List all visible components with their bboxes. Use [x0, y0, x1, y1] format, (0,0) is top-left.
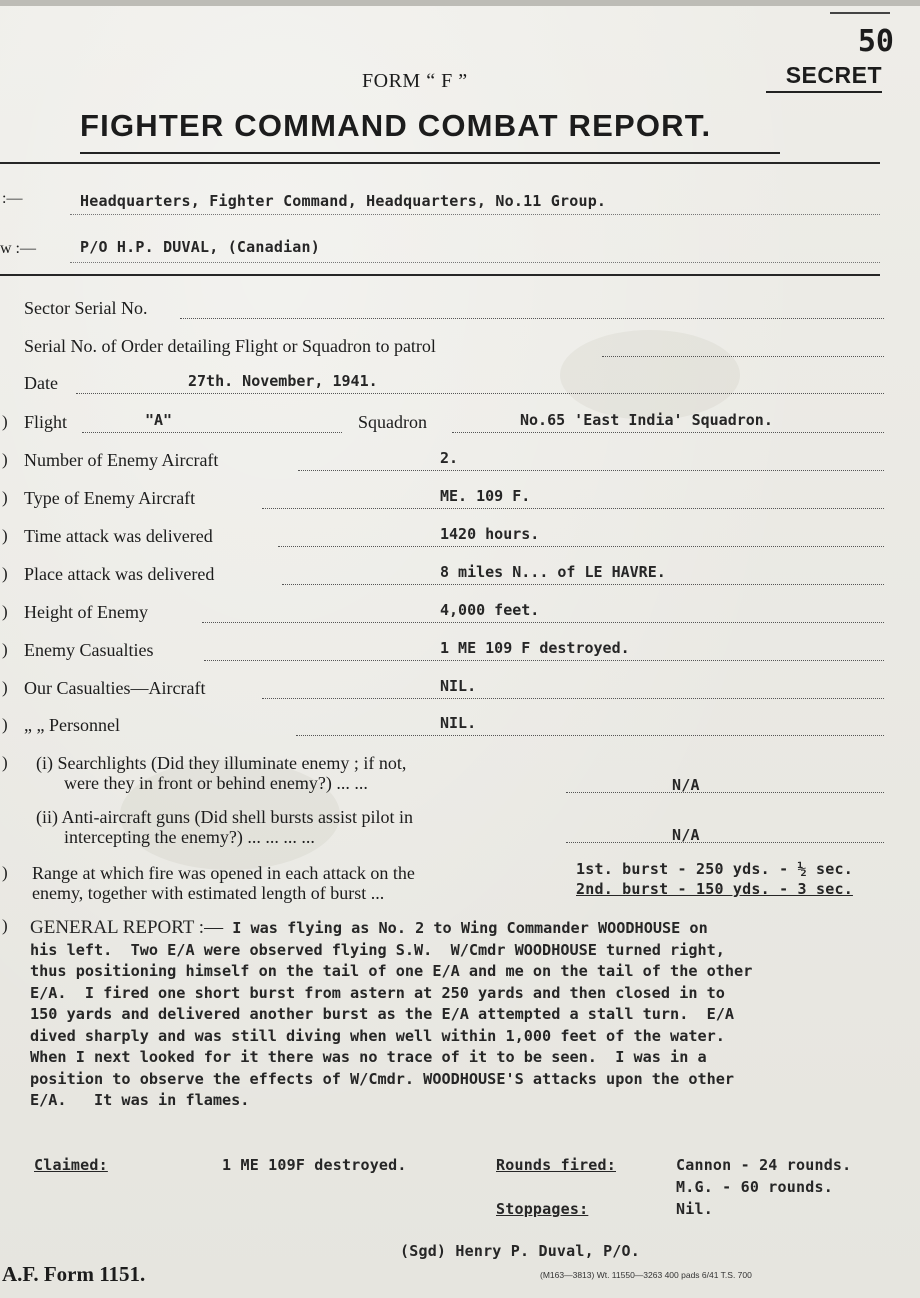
from-label: w :—	[0, 240, 36, 257]
aa-guns-label-line1: (ii) Anti-aircraft guns (Did shell bursts assist pilot in	[36, 807, 413, 827]
field-number: )	[2, 678, 8, 697]
general-report-label: GENERAL REPORT :—	[30, 917, 224, 938]
field-value: 8 miles N... of LE HAVRE.	[440, 563, 666, 581]
aa-guns-dotted-line	[566, 842, 884, 843]
to-dotted-line	[70, 214, 880, 215]
searchlights-dotted-line	[566, 792, 884, 793]
general-report-line: thus positioning himself on the tail of one E/A and me on the tail of the other	[30, 962, 753, 980]
field-number: )	[2, 715, 8, 734]
field-dotted-line	[262, 508, 884, 509]
squadron-label: Squadron	[358, 412, 427, 432]
field-value: 2.	[440, 449, 459, 467]
field-value: 4,000 feet.	[440, 601, 540, 619]
field-enemy-number	[0, 450, 890, 476]
field-number: )	[2, 564, 8, 583]
secret-stamp: SECRET	[785, 62, 882, 88]
to-value: Headquarters, Fighter Command, Headquarters, No.11 Group.	[80, 192, 607, 210]
field-dotted-line	[202, 622, 884, 623]
field-value: NIL.	[440, 677, 477, 695]
general-report-line: 150 yards and delivered another burst as the E/A attempted a stall turn. E/A	[30, 1005, 735, 1023]
field-label: Sector Serial No.	[24, 298, 148, 318]
field-number: )	[2, 450, 8, 469]
field-dotted-line	[282, 584, 884, 585]
field-dotted-line	[452, 432, 884, 433]
field-our-personnel	[0, 715, 890, 741]
signature: (Sgd) Henry P. Duval, P/O.	[400, 1242, 640, 1260]
secret-underline	[766, 91, 882, 93]
title-underline	[80, 152, 780, 154]
field-order-serial	[0, 336, 890, 362]
claimed-value: 1 ME 109F destroyed.	[222, 1156, 407, 1174]
stoppages-value: Nil.	[676, 1200, 713, 1218]
general-report-line: E/A. I fired one short burst from astern at 250 yards and then closed in to	[30, 983, 725, 1002]
field-number: )	[2, 753, 8, 772]
field-height	[0, 602, 890, 628]
searchlights-label-line2: were they in front or behind enemy?) ... ...	[64, 773, 368, 793]
from-dotted-line	[70, 262, 880, 263]
aa-guns-label-line2: intercepting the enemy?) ... ... ... ...	[64, 827, 315, 847]
general-report-line: I was flying as No. 2 to Wing Commander WOODHOUSE on	[223, 919, 708, 937]
divider	[0, 274, 880, 276]
field-enemy-casualties	[0, 640, 890, 666]
rounds-mg: M.G. - 60 rounds.	[676, 1178, 833, 1196]
field-label: Date	[24, 373, 58, 393]
field-dotted-line	[262, 698, 884, 699]
field-label: Our Casualties—Aircraft	[24, 678, 206, 698]
field-label: Height of Enemy	[24, 602, 148, 622]
field-time	[0, 526, 890, 552]
from-value: P/O H.P. DUVAL, (Canadian)	[80, 238, 320, 256]
field-label: Type of Enemy Aircraft	[24, 488, 196, 508]
field-dotted-line	[296, 735, 884, 736]
field-dotted-line	[204, 660, 884, 661]
field-value: 1 ME 109 F destroyed.	[440, 639, 630, 657]
range-label-line2: enemy, together with estimated length of burst ...	[32, 883, 385, 903]
print-code: (M163—3813) Wt. 11550—3263 400 pads 6/41 T.S. 700	[540, 1270, 752, 1280]
field-number: )	[2, 526, 8, 545]
to-label: :—	[2, 190, 23, 207]
field-value: NIL.	[440, 714, 477, 732]
searchlights-value: N/A	[672, 776, 700, 794]
field-date	[0, 373, 890, 399]
pencil-dash-mark	[830, 12, 890, 14]
field-value: 1420 hours.	[440, 525, 540, 543]
field-label: Flight	[24, 412, 68, 432]
divider	[0, 162, 880, 164]
field-flight-squadron	[0, 412, 890, 438]
field-number: )	[2, 916, 8, 935]
field-sector-serial	[0, 298, 890, 324]
general-report-line: When I next looked for it there was no trace of it to be seen. I was in a	[30, 1048, 707, 1066]
general-report-line: dived sharply and was still diving when well within 1,000 feet of the water.	[30, 1026, 725, 1045]
range-value-line2: 2nd. burst - 150 yds. - 3 sec.	[576, 880, 853, 898]
field-label: Enemy Casualties	[24, 640, 154, 660]
field-label: Serial No. of Order detailing Flight or Squadron to patrol	[24, 336, 436, 356]
field-value: ME. 109 F.	[440, 487, 531, 505]
field-dotted-line	[76, 393, 884, 394]
field-number: )	[2, 488, 8, 507]
field-dotted-line	[602, 356, 884, 357]
searchlights-label-line1: (i) Searchlights (Did they illuminate enemy ; if not,	[36, 753, 407, 773]
page-number: 50	[857, 24, 894, 59]
field-label: Place attack was delivered	[24, 564, 215, 584]
footer-form-number: A.F. Form 1151.	[2, 1262, 146, 1286]
field-number: )	[2, 602, 8, 621]
field-label: Number of Enemy Aircraft	[24, 450, 219, 470]
field-our-aircraft	[0, 678, 890, 704]
general-report-line: E/A. It was in flames.	[30, 1091, 250, 1109]
general-report	[30, 917, 900, 1112]
top-edge-shadow	[0, 0, 920, 6]
field-number: )	[2, 640, 8, 659]
field-enemy-type	[0, 488, 890, 514]
field-dotted-line	[180, 318, 884, 319]
general-report-line: his left. Two E/A were observed flying S.W. W/Cmdr WOODHOUSE turned right,	[30, 940, 725, 959]
field-label: „ „ Personnel	[24, 715, 120, 735]
field-label: Time attack was delivered	[24, 526, 213, 546]
stoppages-label: Stoppages:	[496, 1200, 589, 1218]
general-report-line: position to observe the effects of W/Cmdr. WOODHOUSE'S attacks upon the other	[30, 1069, 735, 1088]
aa-guns-value: N/A	[672, 826, 700, 844]
range-value-line1: 1st. burst - 250 yds. - ½ sec.	[576, 860, 853, 878]
squadron-value: No.65 'East India' Squadron.	[520, 411, 773, 429]
field-dotted-line	[298, 470, 884, 471]
rounds-cannon: Cannon - 24 rounds.	[676, 1156, 852, 1174]
rounds-fired-label: Rounds fired:	[496, 1156, 616, 1174]
claimed-label: Claimed:	[34, 1156, 108, 1174]
field-place	[0, 564, 890, 590]
form-label: FORM “ F ”	[362, 70, 468, 92]
field-number: )	[2, 863, 8, 882]
range-label-line1: Range at which fire was opened in each attack on the	[32, 863, 415, 883]
field-dotted-line	[278, 546, 884, 547]
page-title: FIGHTER COMMAND COMBAT REPORT.	[80, 108, 712, 143]
field-dotted-line	[82, 432, 342, 433]
field-value: 27th. November, 1941.	[188, 372, 378, 390]
field-value: "A"	[145, 411, 173, 429]
field-number: )	[2, 412, 8, 431]
